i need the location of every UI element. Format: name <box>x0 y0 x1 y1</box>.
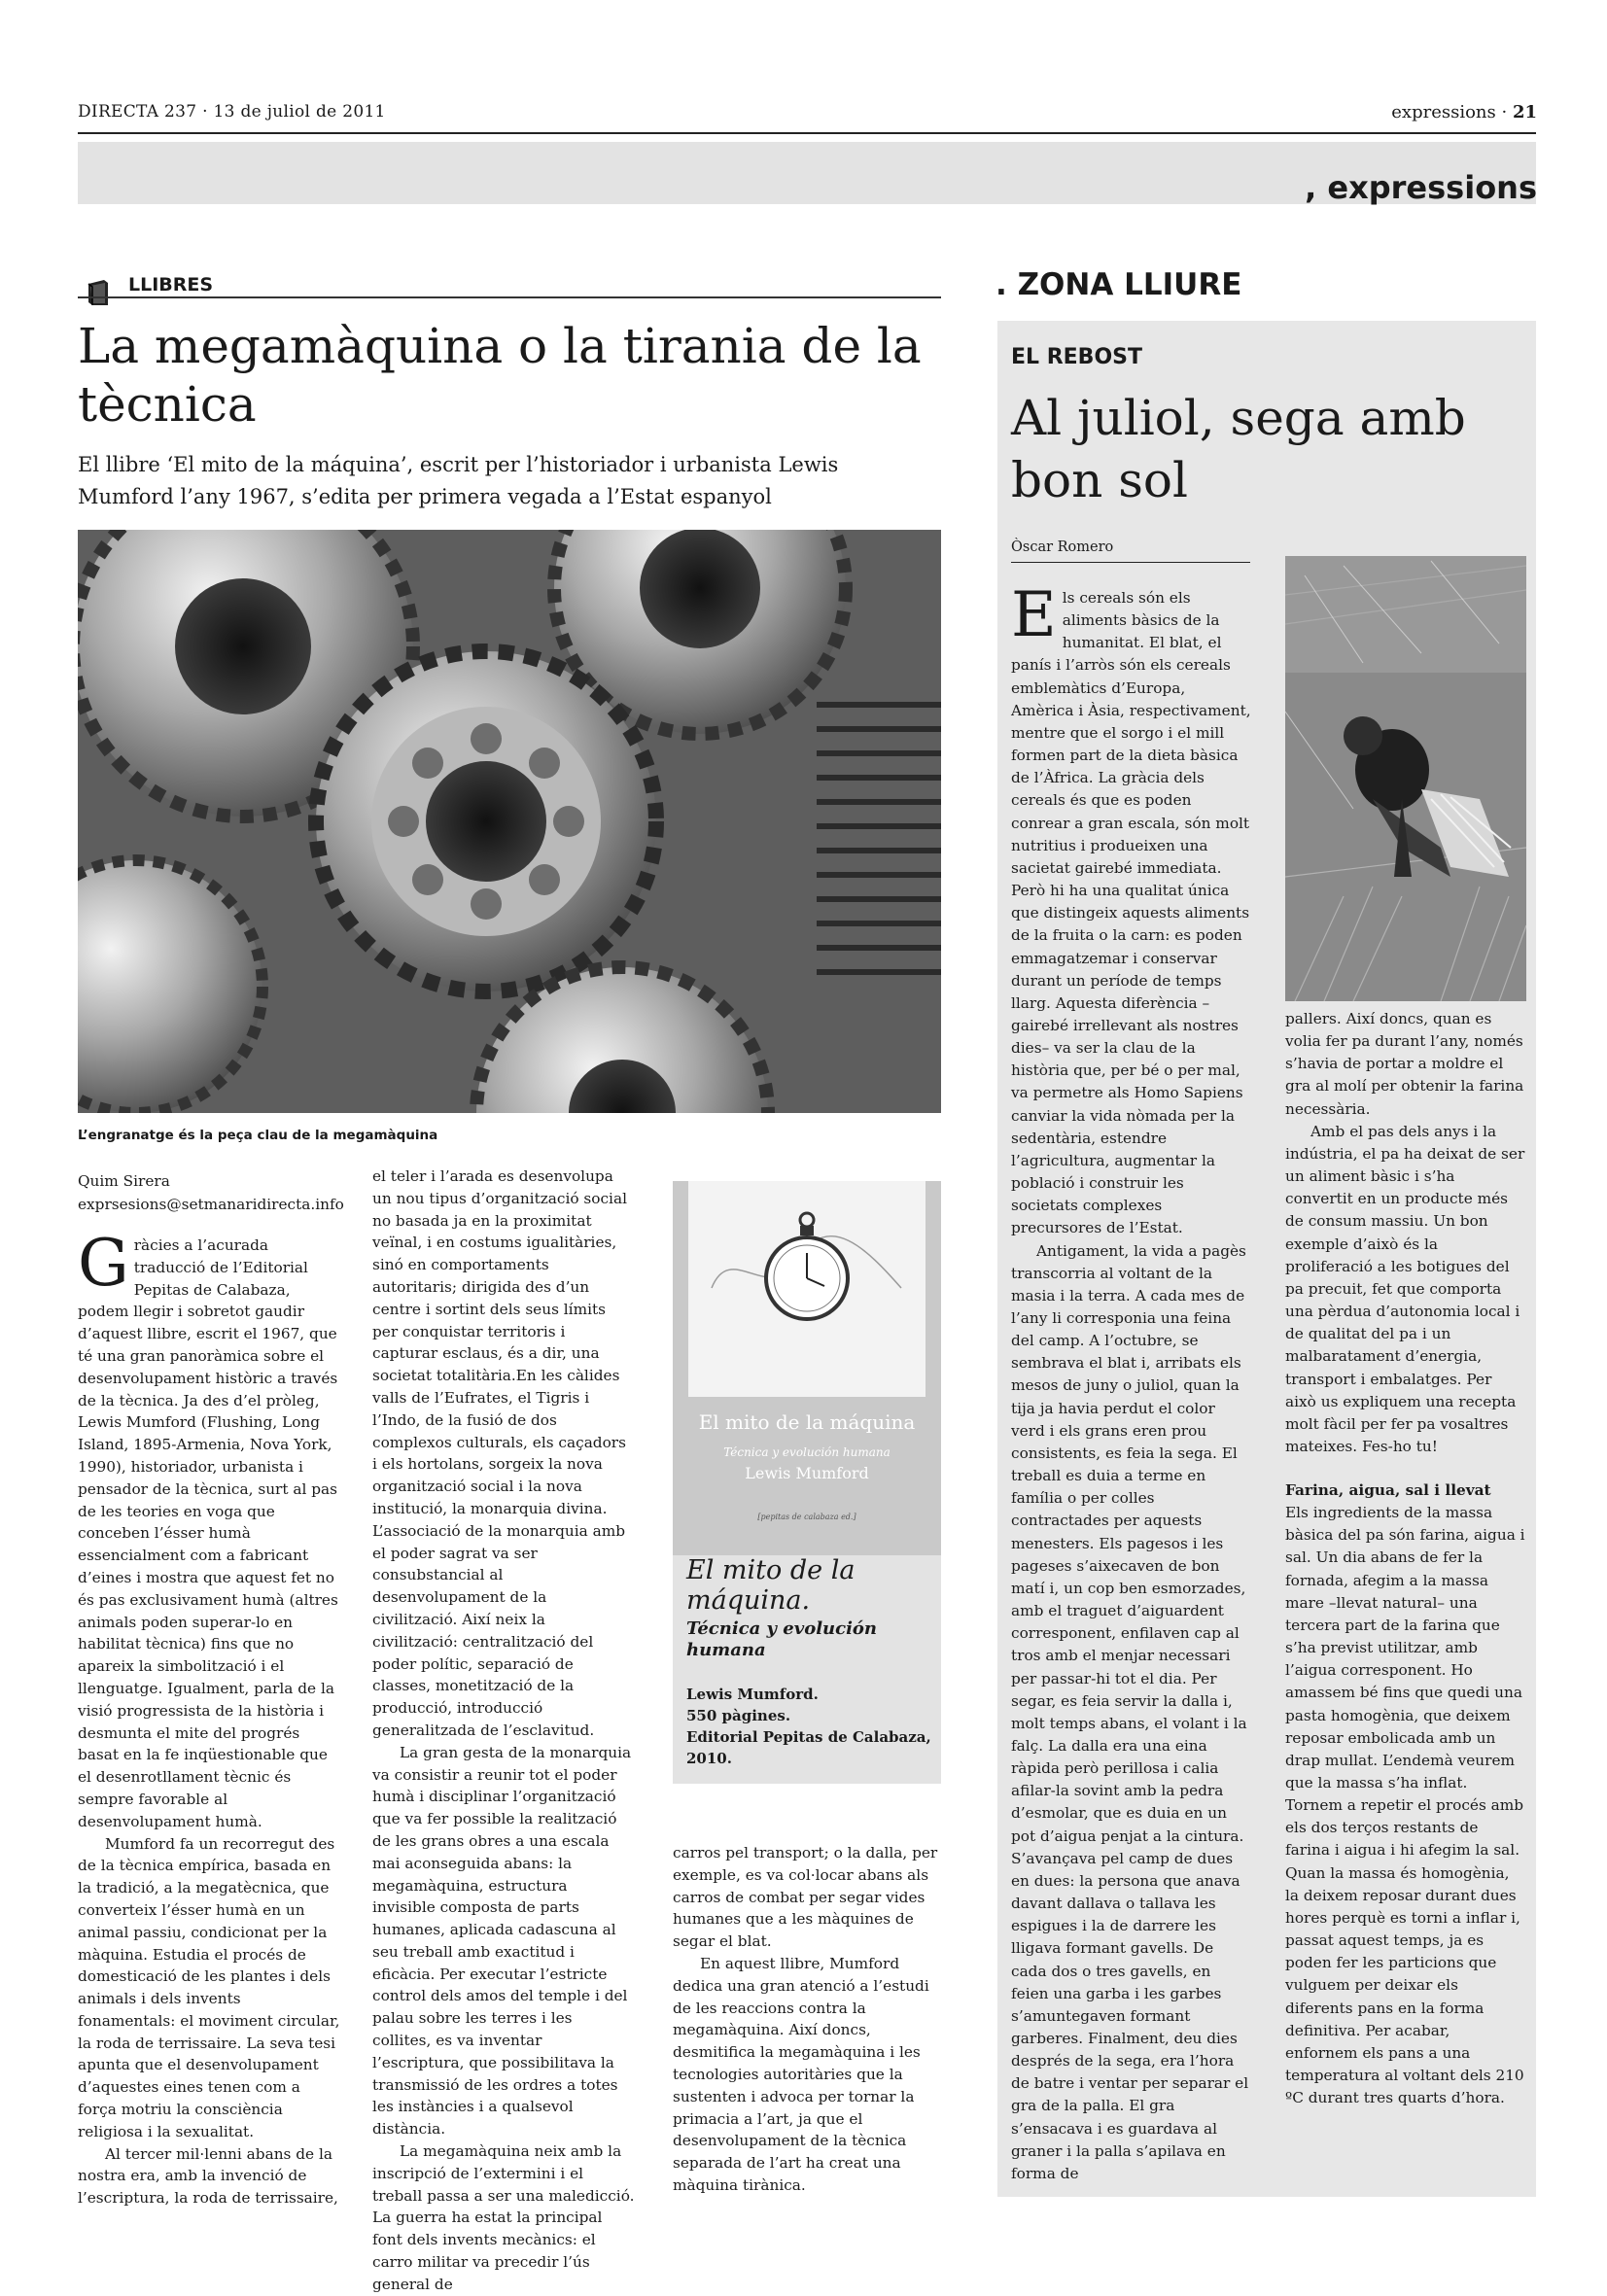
article-column-3 <box>673 1842 941 2197</box>
kicker-rule <box>78 296 941 298</box>
article-kicker: LLIBRES <box>128 274 214 296</box>
paragraph: Mumford fa un recorregut des de la tècnica empírica, basada en la tradició, a la megatècnica, que converteix l’ésser humà en un animal passiu, condicionat per la màquina. Estudia el procés de domesticació de les plantes i dels animals i dels invents fonamentals: el moviment circular, la roda de terrissaire. La seva tesi apunta que el desenvolupament d’aquestes eines tenen com a força motriu la consciència religiosa i la sexualitat. <box>78 1834 340 2140</box>
section-title: , expressions <box>1305 169 1537 206</box>
page-number: 21 <box>1512 102 1537 122</box>
article-subtitle: El llibre ‘El mito de la máquina’, escrit per l’historiador i urbanista Lewis Mumford l’any 1967, s’edita per primera vegada a l’Estat espanyol <box>78 453 839 508</box>
paragraph: carros pel transport; o la dalla, per exemple, es va col·locar abans als carros de combat per segar vides humanes que a les màquines de segar el blat. <box>673 1844 938 1951</box>
zona-lliure-column-2 <box>1285 1008 1526 2109</box>
dropcap: E <box>1011 579 1057 651</box>
cover-author: Lewis Mumford <box>745 1464 869 1482</box>
section-name: expressions <box>1391 102 1496 122</box>
cover-title: El mito de la máquina <box>698 1410 916 1434</box>
author-rule <box>1011 562 1250 563</box>
article-title: La megamàquina o la tirania de la tècnica <box>78 318 922 433</box>
harvest-photo <box>1285 556 1526 1001</box>
subhead: Farina, aigua, sal i llevat <box>1285 1481 1491 1500</box>
zona-lliure-title: Al juliol, sega amb bon sol <box>1011 390 1466 508</box>
paragraph: ràcies a l’acurada traducció de l’Editorial Pepitas de Calabaza, podem llegir i sobretot gaudir d’aquest llibre, escrit el 1967, que té una gran panoràmica sobre el desenvolupament històric a través de la tècnica. Ja des d’el pròleg, Lewis Mumford (Flushing, Long Island, 1895-Armenia, Nova York, 1990), historiador, urbanista i pensador de la tècnica, surt al pas de les teories en voga que conceben l’ésser humà essencialment com a fabricant d’eines i mostra que aquest fet no és pas exclusivament humà (altres animals poden superar-lo en habilitat tècnica) fins que no apareix la simbolització i el llenguatge. Igualment, parla de la visió progressista de la història i desmunta el mite del progrés basat en la fe inqüestionable que el desenrotllament tècnic és sempre favorable al desenvolupament humà. <box>78 1236 338 1830</box>
paragraph: ls cereals són els aliments bàsics de la humanitat. El blat, el panís i l’arròs són els cereals emblemàtics d’Europa, Amèrica i Àsia, respectivament, mentre que el sorgo i el mill formen part de la dieta bàsica de l’Àfrica. La gràcia dels cereals és que es poden conrear a gran escala, són molt nutritius i produeixen una sacietat gairebé immediata. Però hi ha una qualitat única que distingeix aquests aliments de la fruita o la carn: es poden emmagatzemar i conservar durant un període de temps llarg. Aquesta diferència –gairebé irrellevant als nostres dies– va ser la clau de la història que, per bé o per mal, va permetre als Homo Sapiens canviar la vida nòmada per la sedentària, estendre l’agricultura, augmentar la població i construir les societats complexes precursores de l’Estat. <box>1011 589 1251 1237</box>
paragraph: Amb el pas dels anys i la indústria, el pa ha deixat de ser un aliment bàsic i s’ha convertit en un producte més de consum massiu. Un bon exemple d’això és la proliferació a les botigues del pa precuit, fet que comporta una pèrdua d’autonomia local i de qualitat del pa i un malbaratament d’energia, transport i embalatges. Per això us expliquem una recepta molt fàcil per fer pa vosaltres mateixes. Fes-ho tu! <box>1285 1122 1525 1455</box>
dropcap: G <box>78 1226 129 1301</box>
byline <box>78 1169 344 1216</box>
photo-caption: L’engranatge és la peça clau de la megamàquina <box>78 1128 438 1143</box>
paragraph: Antigament, la vida a pagès transcorria al voltant de la masia i la terra. A cada mes de l’any li corresponia una feina del camp. A l’octubre, se sembrava el blat i, arribats els mesos de juny o juliol, quan la tija ja havia perdut el color verd i els grans eren prou consistents, es feia la sega. El treball es duia a terme en família o per colles contractades per aquests menesters. Els pagesos i les pageses s’aixecaven de bon matí i, un cop ben esmorzades, amb el traguet d’aiguardent corresponent, enfilaven cap al tros amb el menjar necessari per passar-hi tot el dia. Per segar, es feia servir la dalla i, molt temps abans, el volant i la falç. La dalla era una eina ràpida però perillosa i calia afilar-la sovint amb la pedra d’esmolar, que es duia en un pot d’aigua penjat a la cintura. S’avançava pel camp de dues en dues: la persona que anava davant dallava o tallava les espigues i la de darrere les lligava formant gavells. De cada dos o tres gavells, en feien una garba i les garbes s’amuntegaven formant garberes. Finalment, deu dies després de la sega, era l’hora de batre i ventar per separar el gra de la palla. El gra s’ensacava i es guardava al graner i la palla s’apilava en forma de <box>1011 1241 1249 2182</box>
cover-subtitle: Técnica y evolución humana <box>723 1445 891 1459</box>
paragraph: La gran gesta de la monarquia va consistir a reunir tot el poder humà i disciplinar l’organització que va fer possible la realització de les grans obres a una escala mai aconseguida abans: la megamàquina, estructura invisible composta de parts humanes, aplicada cadascuna al seu treball amb exactitud i eficàcia. Per executar l’estricte control dels amos del temple i del palau sobre les terres i les collites, es va inventar l’escriptura, que possibilitava la transmissió de les ordres a totes les instàncies i a qualsevol distància. <box>372 1743 632 2139</box>
page-section: expressions · 21 <box>1391 102 1537 122</box>
header-rule <box>78 132 1536 134</box>
book-details <box>686 1684 941 1769</box>
gears-photo <box>78 530 941 1113</box>
cover-publisher: [pepitas de calabaza ed.] <box>757 1513 856 1521</box>
book-icon <box>86 278 111 307</box>
book-title: El mito de la máquina. <box>686 1555 856 1616</box>
zona-lliure-kicker: EL REBOST <box>1011 345 1142 369</box>
issue-date: DIRECTA 237 · 13 de juliol de 2011 <box>78 102 386 122</box>
paragraph: pallers. Així doncs, quan es volia fer pa durant l’any, només s’havia de portar a moldre el gra al molí per obtenir la farina necessària. <box>1285 1010 1524 1118</box>
zona-lliure-label: . ZONA LLIURE <box>996 267 1242 302</box>
book-author: Lewis Mumford. <box>686 1686 819 1703</box>
book-publisher: Editorial Pepitas de Calabaza, 2010. <box>686 1728 931 1767</box>
author-email[interactable]: exprsesions@setmanaridirecta.info <box>78 1196 344 1213</box>
paragraph: En aquest llibre, Mumford dedica una gran atenció a l’estudi de les reaccions contra la megamàquina. Així doncs, desmitifica la megamàquina i les tecnologies autoritàries que la sustenten i advoca per tornar la primacia a l’art, ja que el desenvolupament de la tècnica separada de l’art ha creat una màquina tirànica. <box>673 1954 929 2194</box>
book-subtitle: Técnica y evolución humana <box>686 1618 878 1660</box>
author-name: Quim Sirera <box>78 1172 170 1190</box>
book-pages: 550 pàgines. <box>686 1707 791 1724</box>
paragraph: el teler i l’arada es desenvolupa un nou tipus d’organització social no basada ja en la proximitat veïnal, i en costums igualitàries, sinó en comportaments autoritaris; dirigida des d’un centre i sortint dels seus límits per conquistar territoris i capturar esclaus, és a dir, una societat totalitària.En les càlides valls de l’Eufrates, el Tigris i l’Indo, de la fusió de dos complexos culturals, els caçadors i els hortolans, sorgeix la nova organització social i la nova institució, la monarquia divina. L’associació de la monarquia amb el poder sagrat va ser consubstancial al desenvolupament de la civilització. Així neix la civilització: centralització del poder polític, separació de classes, monetització de la producció, introducció generalitzada de l’esclavitud. <box>372 1167 627 1739</box>
paragraph: La megamàquina neix amb la inscripció de l’extermini i el treball passa a ser una maledicció. La guerra ha estat la principal font dels invents mecànics: el carro militar va precedir l’ús general de <box>372 2142 635 2293</box>
paragraph: Al tercer mil·lenni abans de la nostra era, amb la invenció de l’escriptura, la roda de terrissaire, <box>78 2144 338 2208</box>
article-column-2 <box>372 1165 635 2296</box>
paragraph: Els ingredients de la massa bàsica del pa són farina, aigua i sal. Un dia abans de fer la fornada, afegim a la massa mare –llevat natural– una tercera part de la farina que s’ha previst utilitzar, amb l’aigua corresponent. Ho amassem bé fins que quedi una pasta homogènia, que deixem reposar embolicada amb un drap mullat. L’endemà veurem que la massa s’ha inflat. Tornem a repetir el procés amb els dos terços restants de farina i aigua i hi afegim la sal. Quan la massa és homogènia, la deixem reposar durant dues hores perquè es torni a inflar i, passat aquest temps, ja es poden fer les particions que vulguem per deixar els diferents pans en la forma definitiva. Per acabar, enfornem els pans a una temperatura al voltant dels 210 ºC durant tres quarts d’hora. <box>1285 1504 1525 2107</box>
zona-lliure-column-1 <box>1011 579 1252 2185</box>
zona-lliure-author: Òscar Romero <box>1011 539 1114 555</box>
book-cover-image <box>673 1181 941 1555</box>
article-column-1 <box>78 1226 340 2209</box>
